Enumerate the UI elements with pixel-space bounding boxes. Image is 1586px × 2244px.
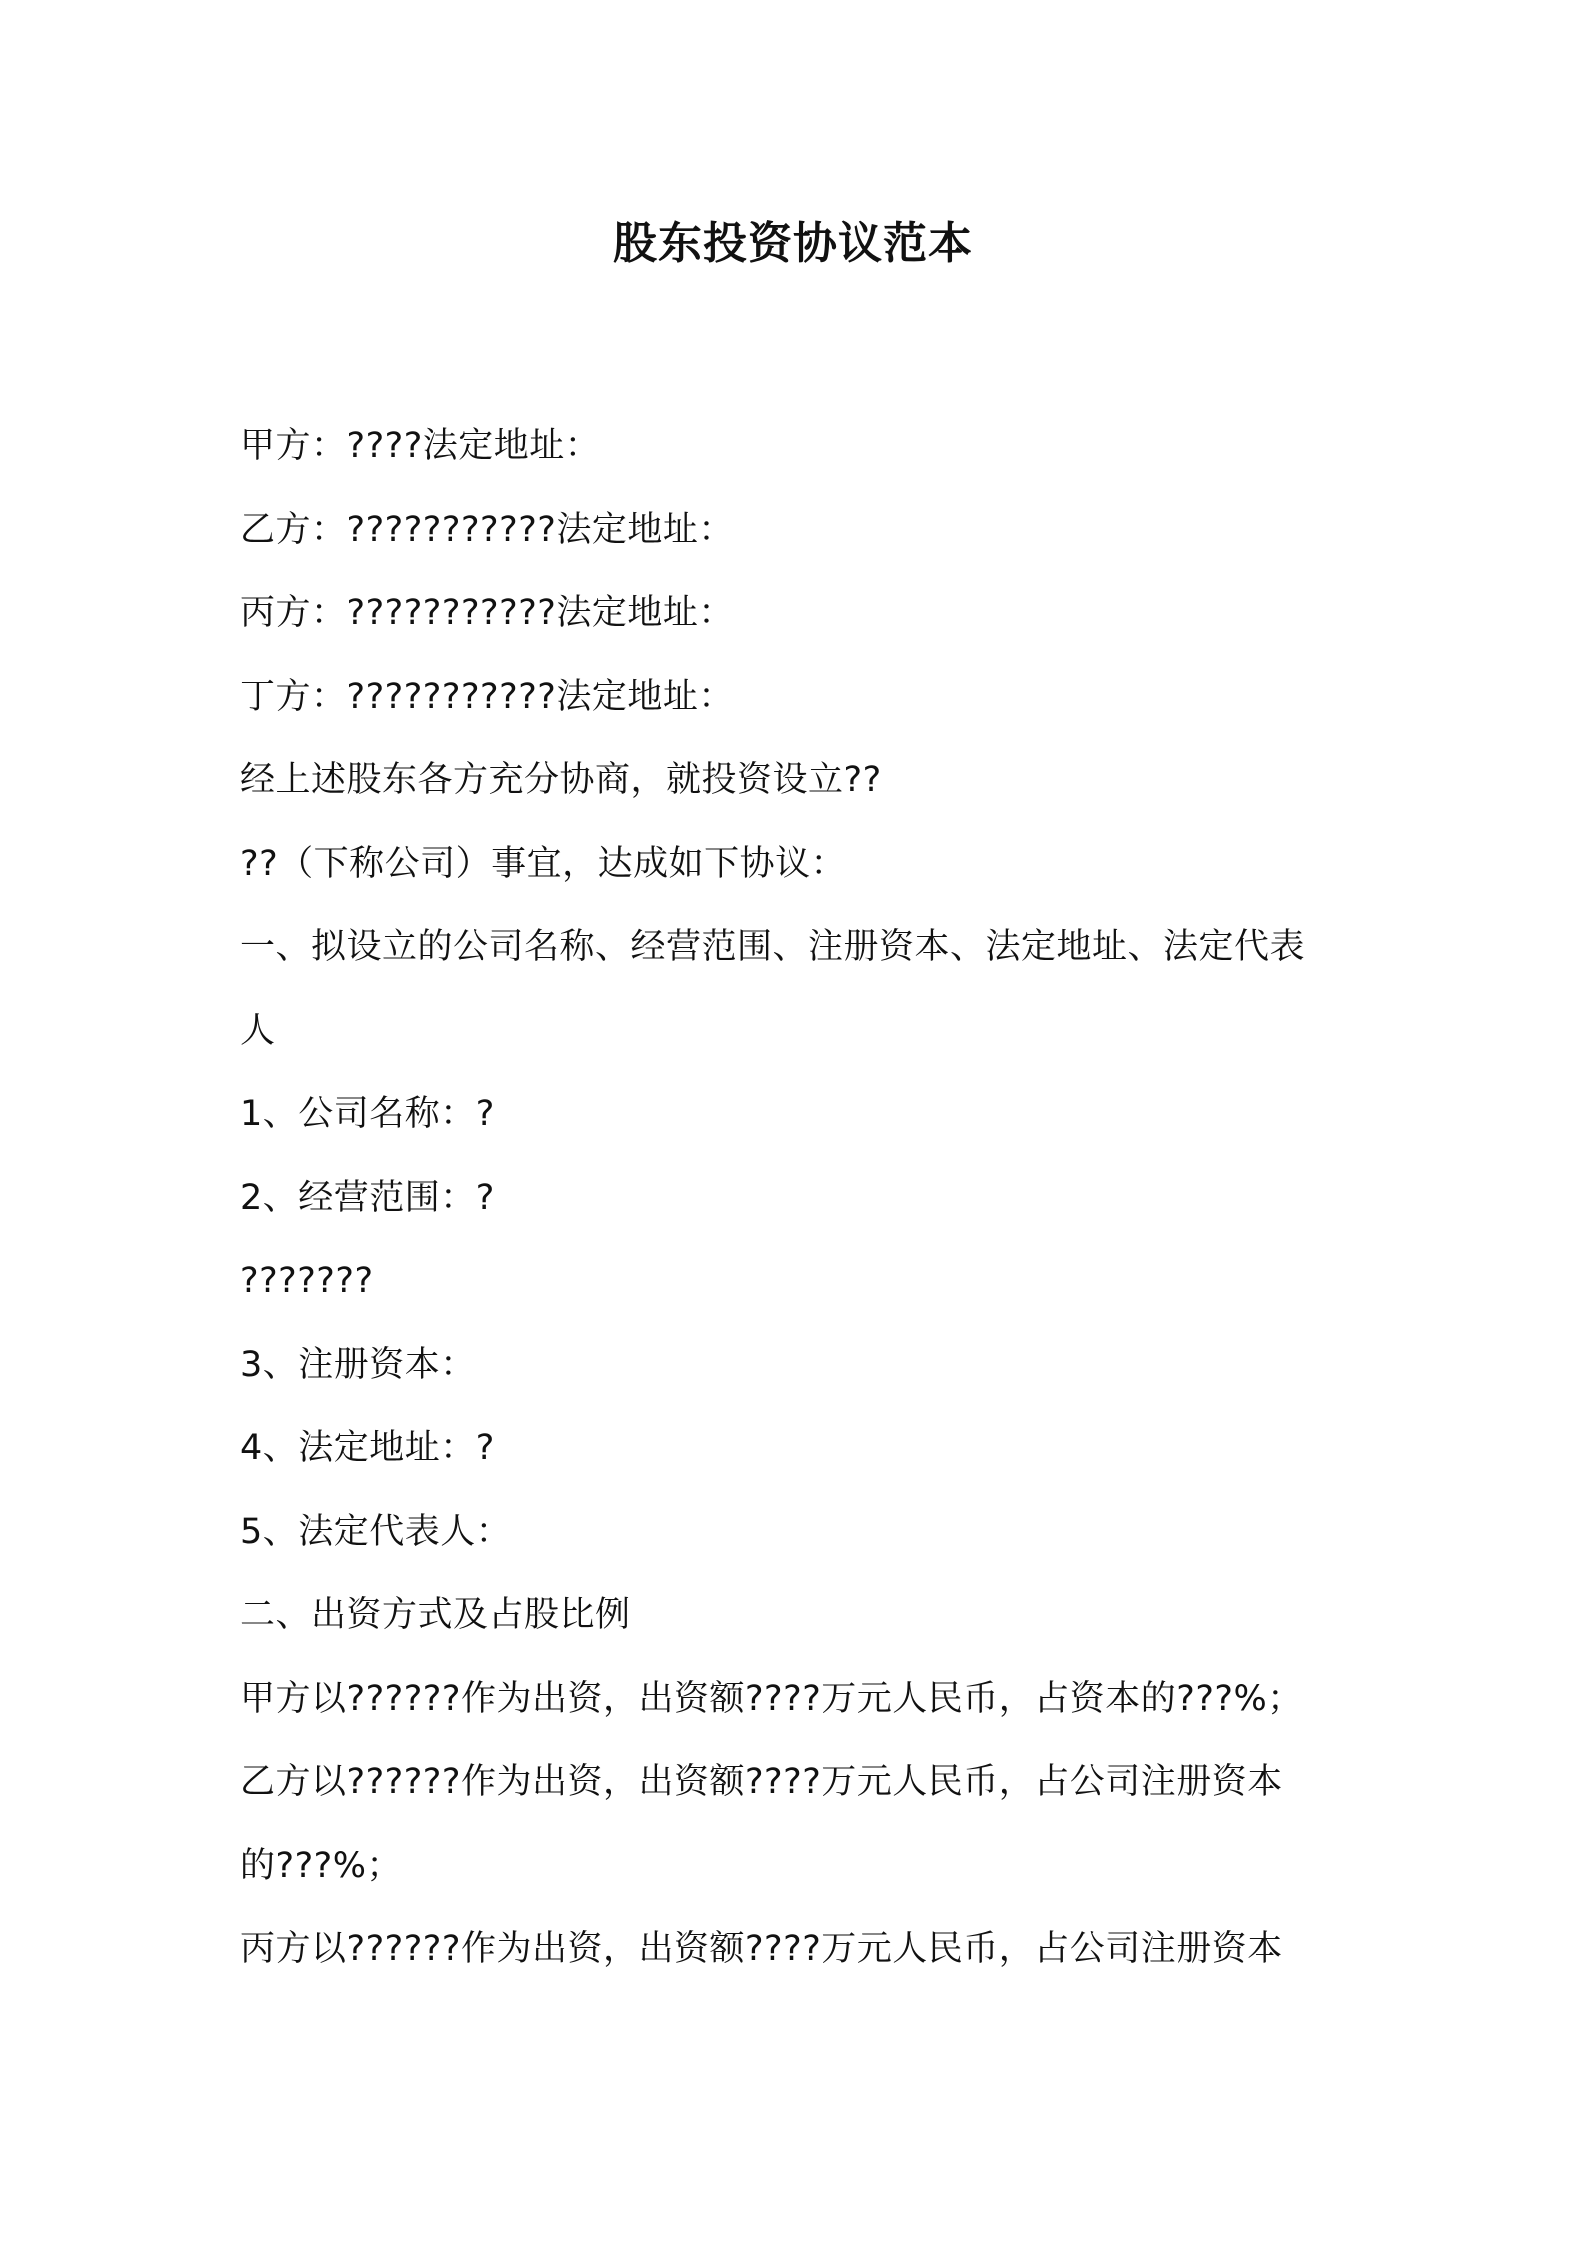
party-b-contribution-cont: 的???%；	[240, 1845, 402, 1886]
preamble-line-1: 经上述股东各方充分协商，就投资设立??	[240, 760, 882, 800]
section-2-heading: 二、出资方式及占股比例	[240, 1595, 631, 1635]
party-b-line: 乙方：???????????法定地址：	[240, 509, 734, 550]
document-title: 股东投资协议范本	[613, 218, 973, 269]
registered-capital-item: 3、注册资本：	[240, 1344, 476, 1385]
business-scope-item: 2、经营范围：?	[240, 1177, 495, 1218]
section-1-heading: 一、拟设立的公司名称、经营范围、注册资本、法定地址、法定代表	[240, 927, 1306, 967]
preamble-line-2: ??（下称公司）事宜，达成如下协议：	[240, 843, 847, 884]
party-d-line: 丁方：???????????法定地址：	[240, 676, 734, 717]
section-1-heading-cont: 人	[240, 1010, 276, 1051]
party-a-line: 甲方：????法定地址：	[240, 426, 601, 466]
legal-address-item: 4、法定地址：?	[240, 1428, 495, 1468]
legal-representative-item: 5、法定代表人：	[240, 1511, 512, 1552]
party-c-contribution: 丙方以??????作为出资，出资额????万元人民币，占公司注册资本	[240, 1929, 1283, 1969]
document-body	[240, 405, 1370, 1992]
party-b-contribution: 乙方以??????作为出资，出资额????万元人民币，占公司注册资本	[240, 1762, 1283, 1802]
company-name-item: 1、公司名称：?	[240, 1094, 495, 1134]
business-scope-value: ???????	[240, 1261, 374, 1301]
party-a-contribution: 甲方以??????作为出资，出资额????万元人民币，占资本的???%；	[240, 1678, 1303, 1719]
party-c-line: 丙方：???????????法定地址：	[240, 593, 734, 633]
